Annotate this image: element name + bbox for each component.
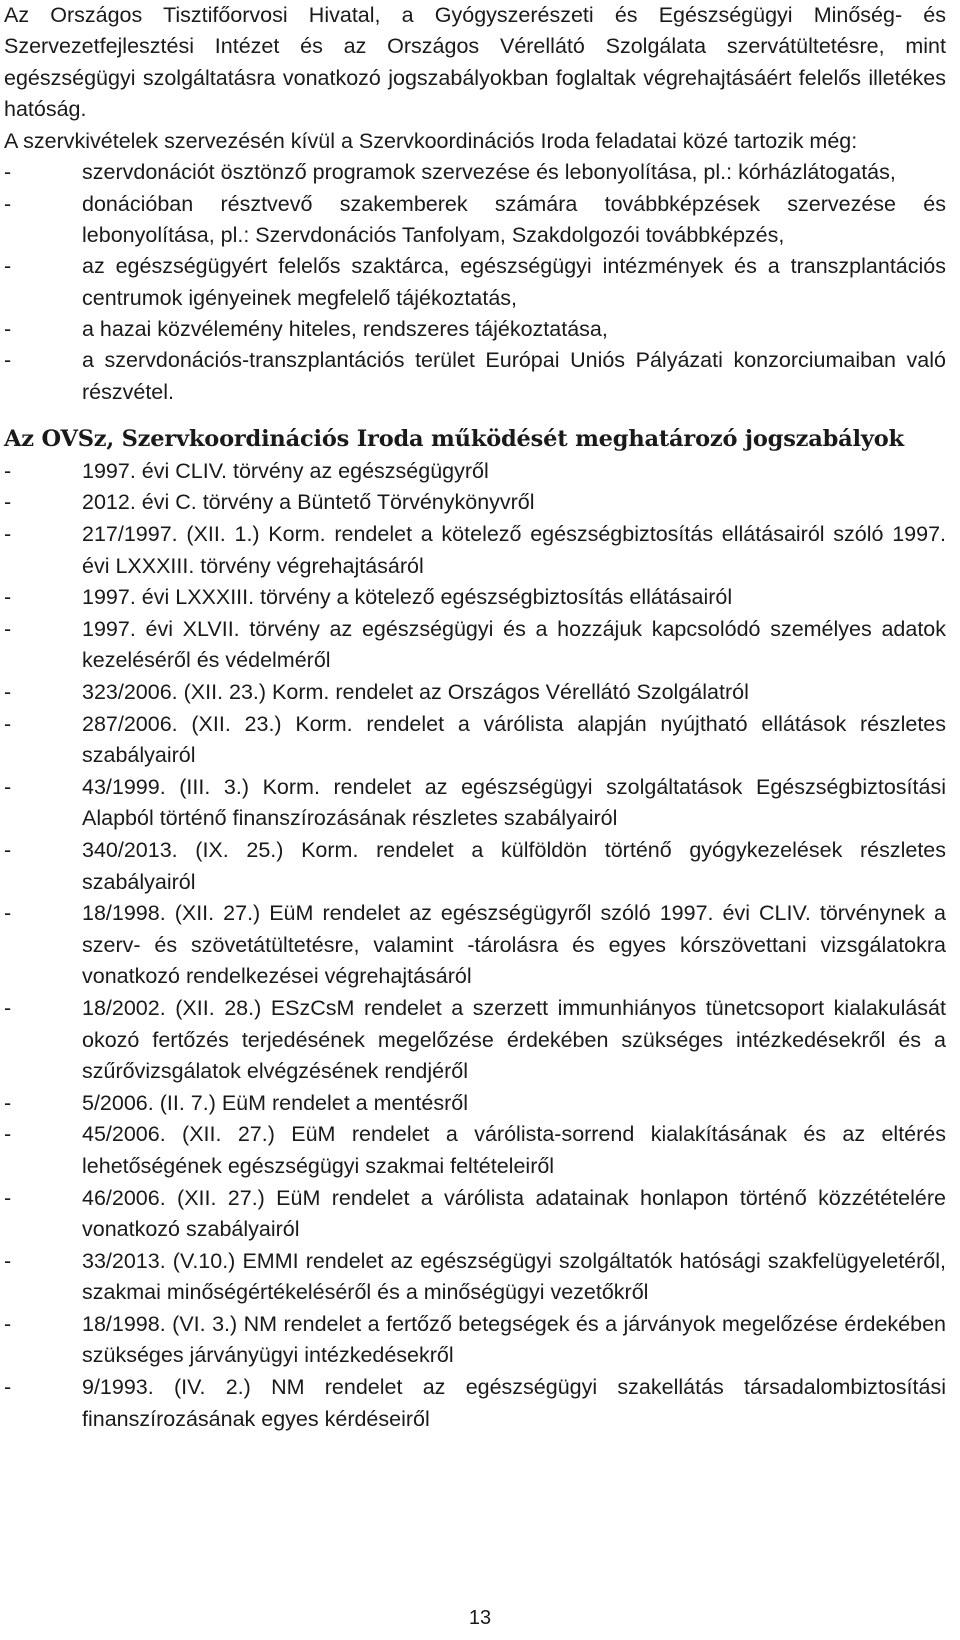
list-item-text: 2012. évi C. törvény a Büntető Törvénykönyvről [82, 490, 535, 515]
bullet-dash: - [4, 1311, 12, 1336]
list-item [4, 614, 946, 677]
bullet-dash: - [4, 837, 12, 862]
list-item [4, 456, 946, 488]
list-item [4, 1246, 946, 1309]
intro-paragraph-tasks: A szervkivételek szervezésén kívül a Szervkoordinációs Iroda feladatai közé tartozik még: [4, 129, 858, 154]
list-item [4, 157, 946, 188]
list-item [4, 772, 946, 835]
bullet-dash: - [4, 1375, 12, 1400]
list-item [4, 1088, 946, 1120]
bullet-dash: - [4, 1248, 12, 1273]
bullet-dash: - [4, 711, 12, 736]
intro-paragraph-authority: Az Országos Tisztifőorvosi Hivatal, a Gyógyszerészeti és Egészségügyi Minőség- és Szervezetfejlesztési Intézet és az Országos Vérellátó Szolgálata szervátültetésre, mint egészségügyi szolgáltatásra vonatkozó jogszabályokban foglaltak végrehajtásáért felelős illetékes hatóság. [4, 3, 946, 121]
list-item [4, 709, 946, 772]
bullet-dash: - [4, 585, 12, 610]
list-item-text: 18/1998. (VI. 3.) NM rendelet a fertőző betegségek és a járványok megelőzése érdekében szükséges járványügyi intézkedésekről [82, 1311, 946, 1368]
bullet-dash: - [4, 348, 12, 373]
bullet-dash: - [4, 995, 12, 1020]
list-item-text: 340/2013. (IX. 25.) Korm. rendelet a külföldön történő gyógykezelések részletes szabályairól [82, 837, 946, 894]
list-item-text: az egészségügyért felelős szaktárca, egészségügyi intézmények és a transzplantációs centrumok igényeinek megfelelő tájékoztatás, [82, 254, 946, 310]
bullet-dash: - [4, 1122, 12, 1147]
list-item [4, 677, 946, 709]
bullet-dash: - [4, 1185, 12, 1210]
list-item [4, 189, 946, 252]
list-item-text: a szervdonációs-transzplantációs terület Európai Uniós Pályázati konzorciumaiban való részvétel. [82, 348, 946, 404]
bullet-dash: - [4, 1090, 12, 1115]
list-item [4, 898, 946, 993]
list-item [4, 582, 946, 614]
list-item-text: 1997. évi CLIV. törvény az egészségügyről [82, 458, 489, 483]
bullet-dash: - [4, 680, 12, 705]
list-item-text: 33/2013. (V.10.) EMMI rendelet az egészségügyi szolgáltatók hatósági szakfelügyeletéről, szakmai minőségértékeléséről és a minőségügyi vezetőkről [82, 1248, 946, 1305]
list-item-text: 5/2006. (II. 7.) EüM rendelet a mentésről [82, 1090, 469, 1115]
list-item-text: donációban résztvevő szakemberek számára továbbképzések szervezése és lebonyolítása, pl.: Szervdonációs Tanfolyam, Szakdolgozói továbbképzés, [82, 191, 946, 248]
bullet-dash: - [4, 774, 12, 799]
bullet-dash: - [4, 254, 12, 279]
list-item-text: 217/1997. (XII. 1.) Korm. rendelet a kötelező egészségbiztosítás ellátásairól szóló 1997. évi LXXXIII. törvény végrehajtásáról [82, 522, 946, 578]
bullet-dash: - [4, 522, 12, 547]
bullet-dash: - [4, 191, 12, 216]
list-item-text: 45/2006. (XII. 27.) EüM rendelet a várólista-sorrend kialakításának és az eltérés lehetőségének egészségügyi szakmai feltételeiről [82, 1122, 946, 1178]
bullet-dash: - [4, 901, 12, 926]
bullet-dash: - [4, 316, 12, 341]
list-item [4, 1183, 946, 1246]
list-item-text: a hazai közvélemény hiteles, rendszeres tájékoztatása, [82, 316, 608, 341]
list-item [4, 345, 946, 408]
list-item-text: 323/2006. (XII. 23.) Korm. rendelet az Országos Vérellátó Szolgálatról [82, 680, 749, 705]
list-item [4, 487, 946, 519]
list-item-text: 43/1999. (III. 3.) Korm. rendelet az egészségügyi szolgáltatások Egészségbiztosítási Alapból történő finanszírozásának részletes szabályairól [82, 774, 946, 831]
list-item [4, 314, 946, 345]
list-item [4, 1372, 946, 1435]
list-item-text: 1997. évi LXXXIII. törvény a kötelező egészségbiztosítás ellátásairól [82, 585, 733, 610]
list-item-text: 18/2002. (XII. 28.) ESzCsM rendelet a szerzett immunhiányos tünetcsoport kialakulását okozó fertőzés terjedésének megelőzése érdekében szükséges intézkedésekről és a szűrővizsgálatok elvégzésének rendjéről [82, 995, 946, 1084]
list-item-text: 18/1998. (XII. 27.) EüM rendelet az egészségügyről szóló 1997. évi CLIV. törvénynek a szerv- és szövetátültetésre, valamint -tárolásra és egyes kórszövettani vizsgálatokra vonatkozó rendelkezései végrehajtásáról [82, 901, 946, 989]
list-item [4, 251, 946, 314]
bullet-dash: - [4, 616, 12, 641]
laws-list [4, 456, 946, 1435]
list-item-text: 46/2006. (XII. 27.) EüM rendelet a várólista adatainak honlapon történő közzétételére vonatkozó szabályairól [82, 1185, 946, 1242]
list-item [4, 519, 946, 582]
bullet-dash: - [4, 490, 12, 515]
list-item-text: 9/1993. (IV. 2.) NM rendelet az egészségügyi szakellátás társadalombiztosítási finanszírozásának egyes kérdéseiről [82, 1375, 946, 1431]
list-item [4, 1119, 946, 1182]
list-item-text: 287/2006. (XII. 23.) Korm. rendelet a várólista alapján nyújtható ellátások részletes szabályairól [82, 711, 946, 768]
bullet-dash: - [4, 458, 12, 483]
bullet-dash: - [4, 160, 12, 185]
tasks-list [4, 157, 946, 407]
list-item-text: 1997. évi XLVII. törvény az egészségügyi és a hozzájuk kapcsolódó személyes adatok kezeléséről és védelméről [82, 616, 946, 673]
list-item [4, 993, 946, 1088]
list-item [4, 835, 946, 898]
list-item-text: szervdonációt ösztönző programok szervezése és lebonyolítása, pl.: kórházlátogatás, [82, 160, 896, 185]
page-number: 13 [468, 1607, 492, 1629]
list-item [4, 1309, 946, 1372]
laws-heading: Az OVSz, Szervkoordinációs Iroda működését meghatározó jogszabályok [4, 425, 904, 452]
